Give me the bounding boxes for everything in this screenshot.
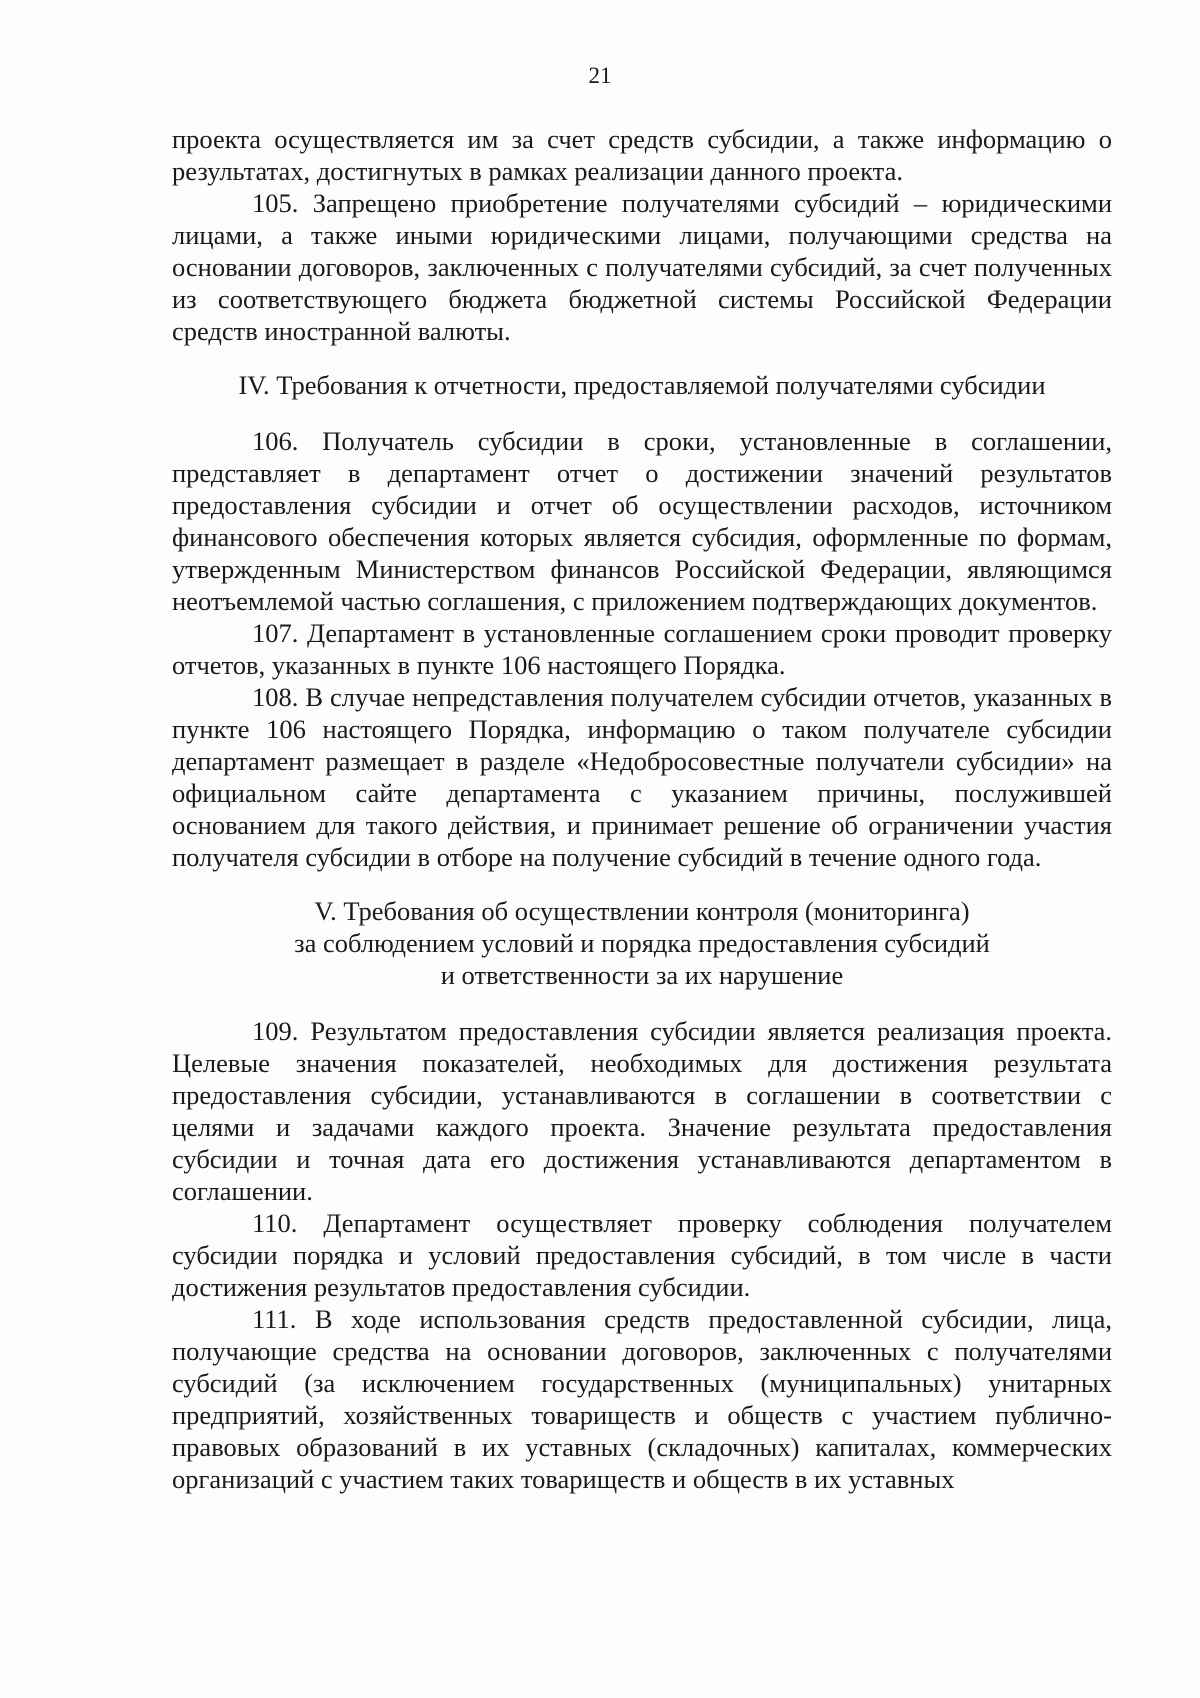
paragraph-number: 110. <box>252 1208 298 1238</box>
paragraph-text: Получатель субсидии в сроки, установленные в соглашении, представляет в департамент отчет о достижении значений результатов предоставления субсидии и отчет об осуществлении расходов, источником финансового обеспечения которых является субсидия, оформленные по формам, утвержденным Министерством финансов Российской Федерации, являющимся неотъемлемой частью соглашения, с приложением подтверждающих документов. <box>172 426 1112 616</box>
paragraph-110 <box>172 1207 1112 1303</box>
paragraph-107 <box>172 617 1112 681</box>
paragraph-109 <box>172 1015 1112 1207</box>
paragraph-text: В случае непредставления получателем субсидии отчетов, указанных в пункте 106 настоящего Порядка, информацию о таком получателе субсидии департамент размещает в разделе «Недобросовестные получатели субсидии» на официальном сайте департамента с указанием причины, послужившей основанием для такого действия, и принимает решение об ограничении участия получателя субсидии в отборе на получение субсидий в течение одного года. <box>172 682 1112 872</box>
page-number: 21 <box>588 63 612 88</box>
paragraph-number: 107. <box>252 618 299 648</box>
paragraph-108 <box>172 681 1112 873</box>
paragraph-text: Результатом предоставления субсидии является реализация проекта. Целевые значения показателей, необходимых для достижения результата предоставления субсидии, устанавливаются в соглашении в соответствии с целями и задачами каждого проекта. Значение результата предоставления субсидии и точная дата его достижения устанавливаются департаментом в соглашении. <box>172 1016 1113 1206</box>
paragraph-111 <box>172 1303 1112 1495</box>
section-heading-line: и ответственности за их нарушение <box>440 960 844 990</box>
paragraph-number: 106. <box>252 426 299 456</box>
section-heading-iv <box>172 369 1112 401</box>
paragraph-text: В ходе использования средств предоставленной субсидии, лица, получающие средства на основании договоров, заключенных с получателями субсидий (за исключением государственных (муниципальных) унитарных предприятий, хозяйственных товариществ и обществ с участием публично-правовых образований в их уставных (складочных) капиталах, коммерческих организаций с участием таких товариществ и обществ в их уставных <box>172 1304 1112 1494</box>
paragraph-105 <box>172 187 1112 347</box>
paragraph-number: 109. <box>252 1016 299 1046</box>
paragraph-106 <box>172 425 1112 617</box>
section-heading-line: V. Требования об осуществлении контроля (мониторинга) <box>314 896 970 926</box>
paragraph-text: Департамент в установленные соглашением сроки проводит проверку отчетов, указанных в пункте 106 настоящего Порядка. <box>172 618 1113 680</box>
paragraph-number: 108. <box>252 682 299 712</box>
paragraph-text: Запрещено приобретение получателями субсидий – юридическими лицами, а также иными юридическими лицами, получающими средства на основании договоров, заключенных с получателями субсидий, за счет полученных из соответствующего бюджета бюджетной системы Российской Федерации средств иностранной валюты. <box>172 188 1112 346</box>
paragraph-text: проекта осуществляется им за счет средств субсидии, а также информацию о результатах, достигнутых в рамках реализации данного проекта. <box>172 124 1112 186</box>
paragraph-text: Департамент осуществляет проверку соблюдения получателем субсидии порядка и условий предоставления субсидий, в том числе в части достижения результатов предоставления субсидии. <box>172 1208 1113 1302</box>
paragraph-number: 111. <box>252 1304 297 1334</box>
paragraph-number: 105. <box>252 188 299 218</box>
section-heading-line: за соблюдением условий и порядка предоставления субсидий <box>294 928 990 958</box>
paragraph-continuation <box>172 123 1112 187</box>
page-content <box>172 123 1112 1495</box>
section-heading-v <box>172 895 1112 991</box>
section-heading-line: IV. Требования к отчетности, предоставляемой получателями субсидии <box>238 370 1046 400</box>
